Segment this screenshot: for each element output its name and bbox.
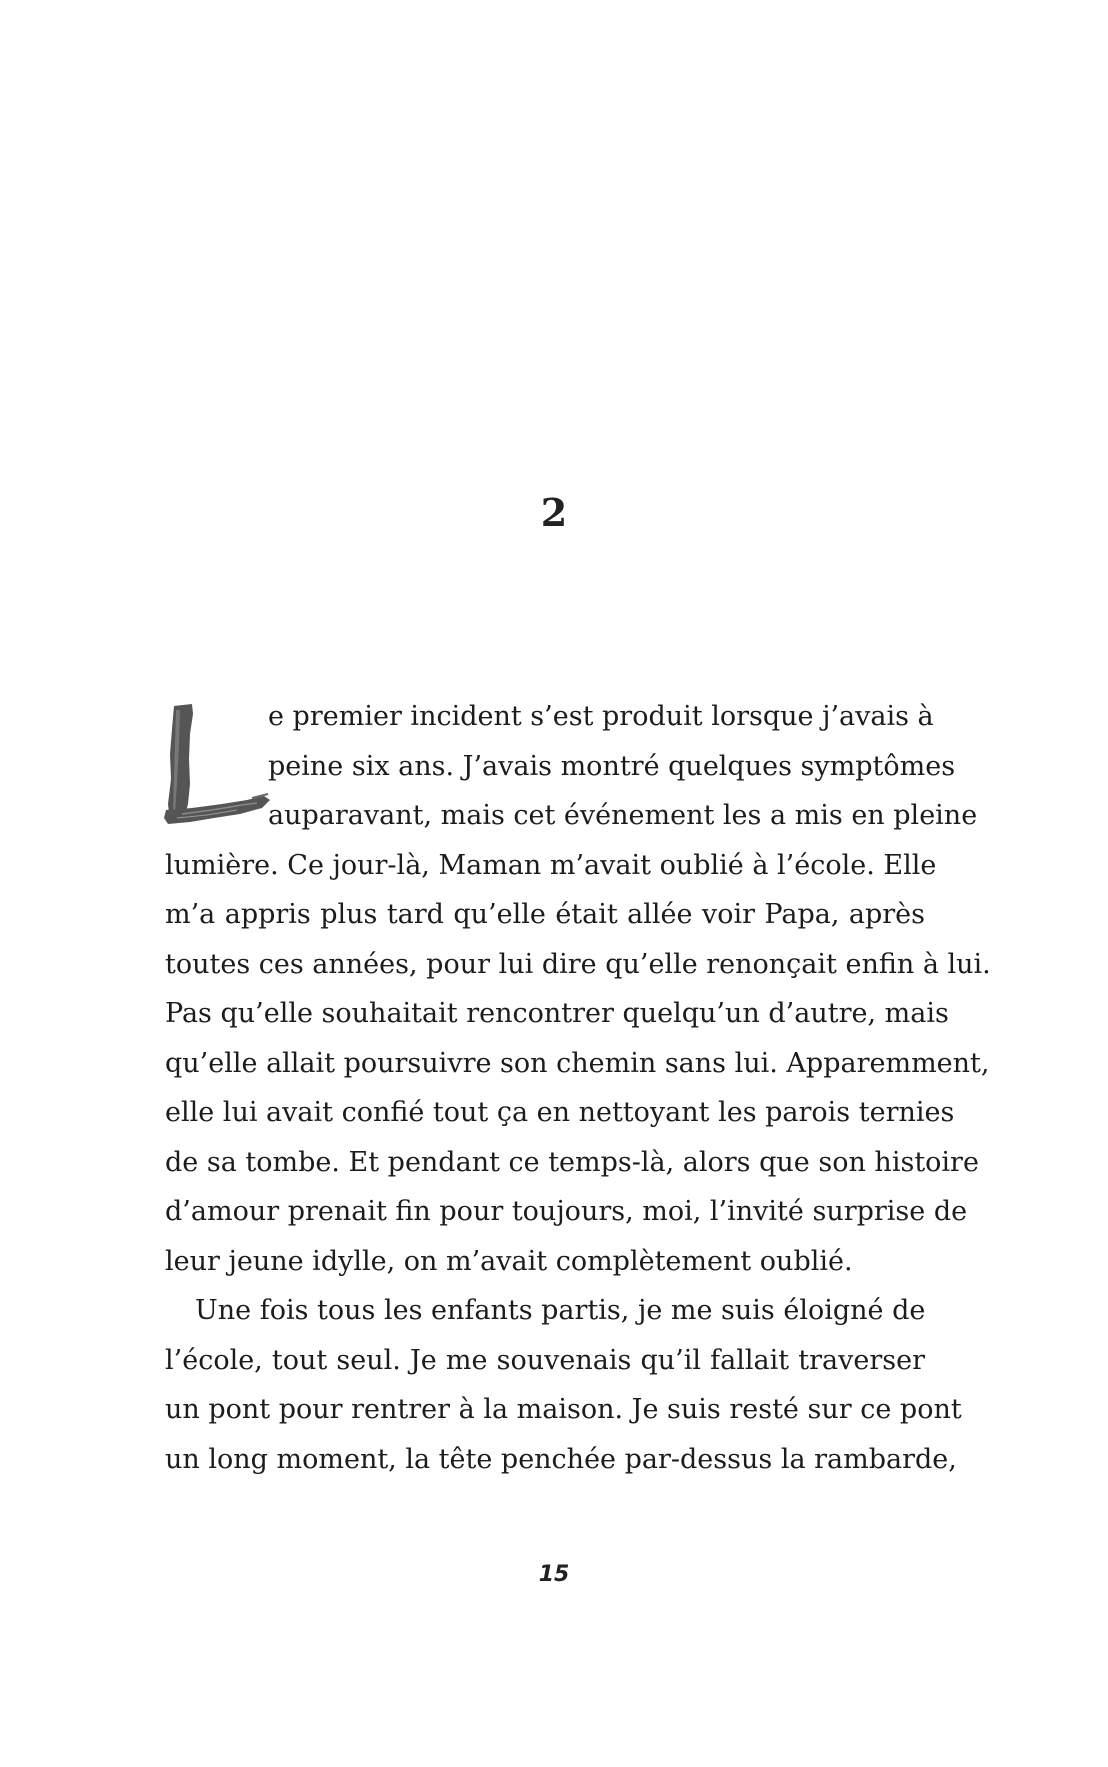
text-line: l’école, tout seul. Je me souvenais qu’il fallait traverser [165,1344,925,1376]
text-line: leur jeune idylle, on m’avait complètement oublié. [165,1245,853,1277]
text-line: Une fois tous les enfants partis, je me suis éloigné de [195,1295,926,1326]
text-line: un long moment, la tête penchée par-dessus la rambarde, [165,1443,957,1475]
text-line: auparavant, mais cet événement les a mis en pleine [268,800,978,831]
text-line: peine six ans. J’avais montré quelques symptômes [268,750,956,782]
text-line: Pas qu’elle souhaitait rencontrer quelqu’un d’autre, mais [165,998,949,1029]
text-line: d’amour prenait fin pour toujours, moi, l’invité surprise de [165,1196,968,1227]
page-number: 15 [538,1562,570,1587]
text-line: e premier incident s’est produit lorsque j’avais à [268,701,934,732]
text-line: m’a appris plus tard qu’elle était allée voir Papa, après [165,899,925,930]
body-text [165,692,991,1484]
chapter-number: 2 [540,490,568,535]
text-line: elle lui avait confié tout ça en nettoyant les parois ternies [165,1097,955,1128]
text-line: qu’elle allait poursuivre son chemin sans lui. Apparemment, [165,1047,990,1079]
text-line: de sa tombe. Et pendant ce temps-là, alors que son histoire [165,1146,979,1178]
text-line: un pont pour rentrer à la maison. Je suis resté sur ce pont [165,1394,962,1425]
text-line: toutes ces années, pour lui dire qu’elle renonçait enfin à lui. [165,948,991,980]
text-line: lumière. Ce jour-là, Maman m’avait oublié à l’école. Elle [165,849,937,881]
